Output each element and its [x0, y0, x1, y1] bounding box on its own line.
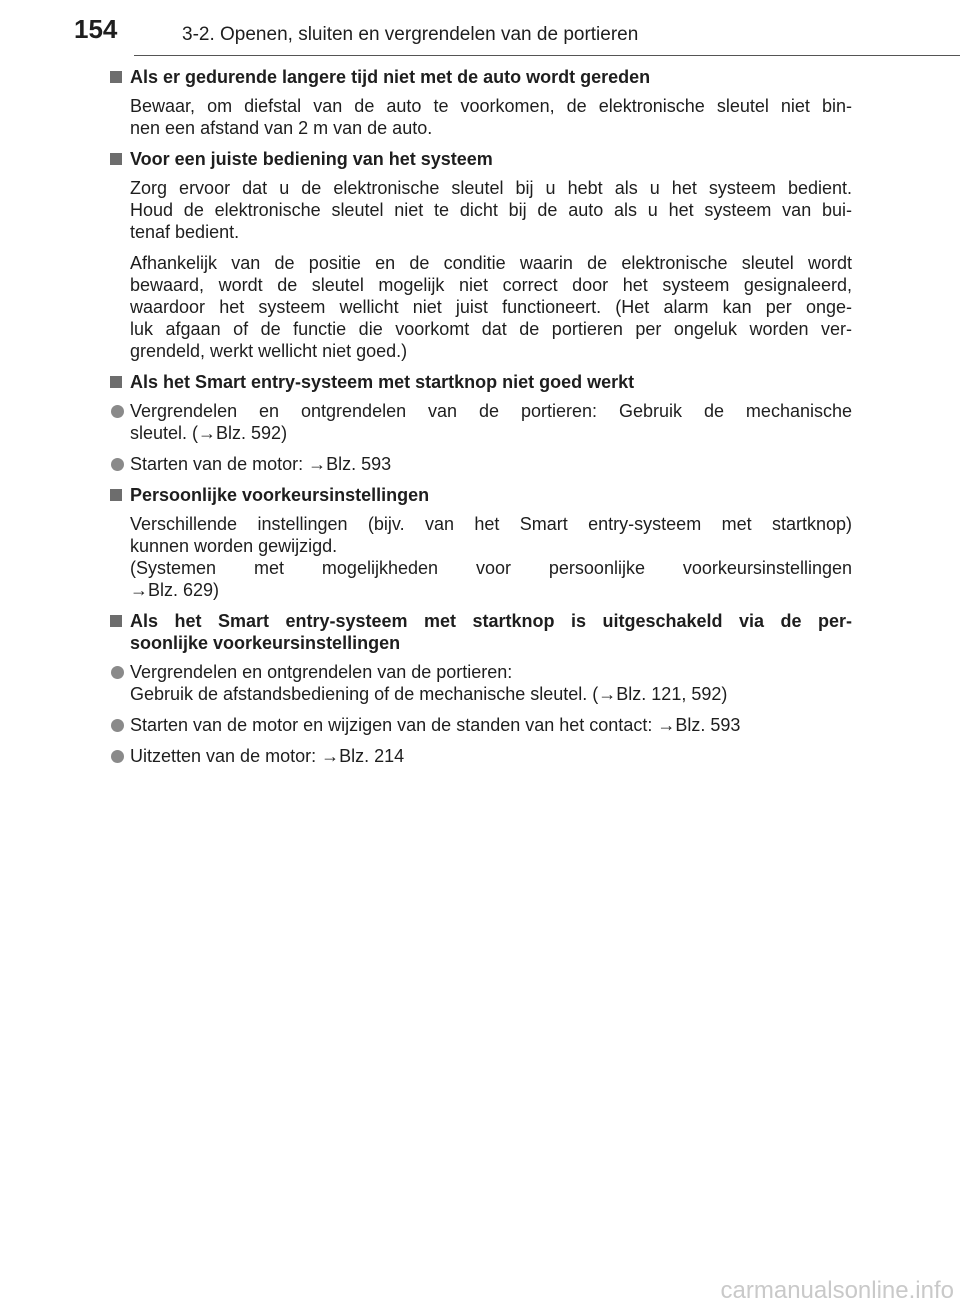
- round-bullet-icon: [111, 750, 124, 763]
- text-line: Afhankelijk van de positie en de conditie waarin de elektronische sleutel wordt: [130, 253, 852, 273]
- page-header: [0, 0, 960, 56]
- text-line: grendeld, werkt wellicht niet goed.): [130, 341, 408, 361]
- paragraph: [108, 252, 852, 362]
- section-heading: [108, 610, 852, 654]
- text-line: Zorg ervoor dat u de elektronische sleutel bij u hebt als u het systeem bedient.: [130, 178, 852, 198]
- text-line: Uitzetten van de motor: →Blz. 214: [130, 746, 405, 766]
- paragraph: [108, 95, 852, 139]
- section-correct-operation: [108, 148, 852, 362]
- text-line: →Blz. 629): [130, 580, 220, 600]
- round-bullet-icon: [111, 458, 124, 471]
- paragraph: [108, 177, 852, 243]
- chapter-title: 3-2. Openen, sluiten en vergrendelen van de portieren: [182, 24, 639, 45]
- text-line: bewaard, wordt de sleutel mogelijk niet correct door het systeem gesignaleerd,: [130, 275, 852, 295]
- square-bullet-icon: [110, 71, 122, 83]
- text-line: Houd de elektronische sleutel niet te dicht bij de auto als u het systeem van bui-: [130, 200, 852, 220]
- list-item: [108, 714, 852, 736]
- square-bullet-icon: [110, 615, 122, 627]
- text-line: kunnen worden gewijzigd.: [130, 536, 338, 556]
- section-heading: Persoonlijke voorkeursinstellingen: [108, 484, 852, 506]
- heading-line: soonlijke voorkeursinstellingen: [130, 633, 401, 653]
- text-line: sleutel. (→Blz. 592): [130, 423, 288, 443]
- square-bullet-icon: [110, 153, 122, 165]
- round-bullet-icon: [111, 719, 124, 732]
- text-line: Vergrendelen en ontgrendelen van de portieren: Gebruik de mechanische: [130, 401, 852, 421]
- section-heading: Als er gedurende langere tijd niet met de auto wordt gereden: [108, 66, 852, 88]
- section-long-idle: [108, 66, 852, 139]
- header-divider: [134, 55, 960, 56]
- paragraph: [108, 513, 852, 601]
- section-disabled: [108, 610, 852, 767]
- text-line: Verschillende instellingen (bijv. van het Smart entry-systeem met startknop): [130, 514, 852, 534]
- section-personal-settings: [108, 484, 852, 601]
- round-bullet-icon: [111, 666, 124, 679]
- square-bullet-icon: [110, 489, 122, 501]
- watermark: carmanualsonline.info: [720, 1277, 954, 1304]
- text-line: nen een afstand van 2 m van de auto.: [130, 118, 433, 138]
- text-line: Starten van de motor: →Blz. 593: [130, 454, 392, 474]
- text-line: waardoor het systeem wellicht niet juist functioneert. (Het alarm kan per onge-: [130, 297, 852, 317]
- text-line: Bewaar, om diefstal van de auto te voorkomen, de elektronische sleutel niet bin-: [130, 96, 852, 116]
- list-item: [108, 453, 852, 475]
- section-heading: Als het Smart entry-systeem met startknop niet goed werkt: [108, 371, 852, 393]
- page-content: [108, 66, 852, 776]
- heading-line: Als het Smart entry-systeem met startknop is uitgeschakeld via de per-: [130, 611, 852, 631]
- square-bullet-icon: [110, 376, 122, 388]
- text-line: Gebruik de afstandsbediening of de mechanische sleutel. (→Blz. 121, 592): [130, 684, 728, 704]
- list-item: [108, 400, 852, 444]
- text-line: Starten van de motor en wijzigen van de standen van het contact: →Blz. 593: [130, 715, 741, 735]
- section-malfunction: [108, 371, 852, 475]
- text-line: Vergrendelen en ontgrendelen van de portieren:: [130, 662, 513, 682]
- text-line: (Systemen met mogelijkheden voor persoonlijke voorkeursinstellingen: [130, 558, 852, 578]
- text-line: luk afgaan of de functie die voorkomt dat de portieren per ongeluk worden ver-: [130, 319, 852, 339]
- page-number: 154: [74, 14, 118, 44]
- round-bullet-icon: [111, 405, 124, 418]
- list-item: [108, 661, 852, 705]
- section-heading: Voor een juiste bediening van het systeem: [108, 148, 852, 170]
- text-line: tenaf bedient.: [130, 222, 240, 242]
- list-item: [108, 745, 852, 767]
